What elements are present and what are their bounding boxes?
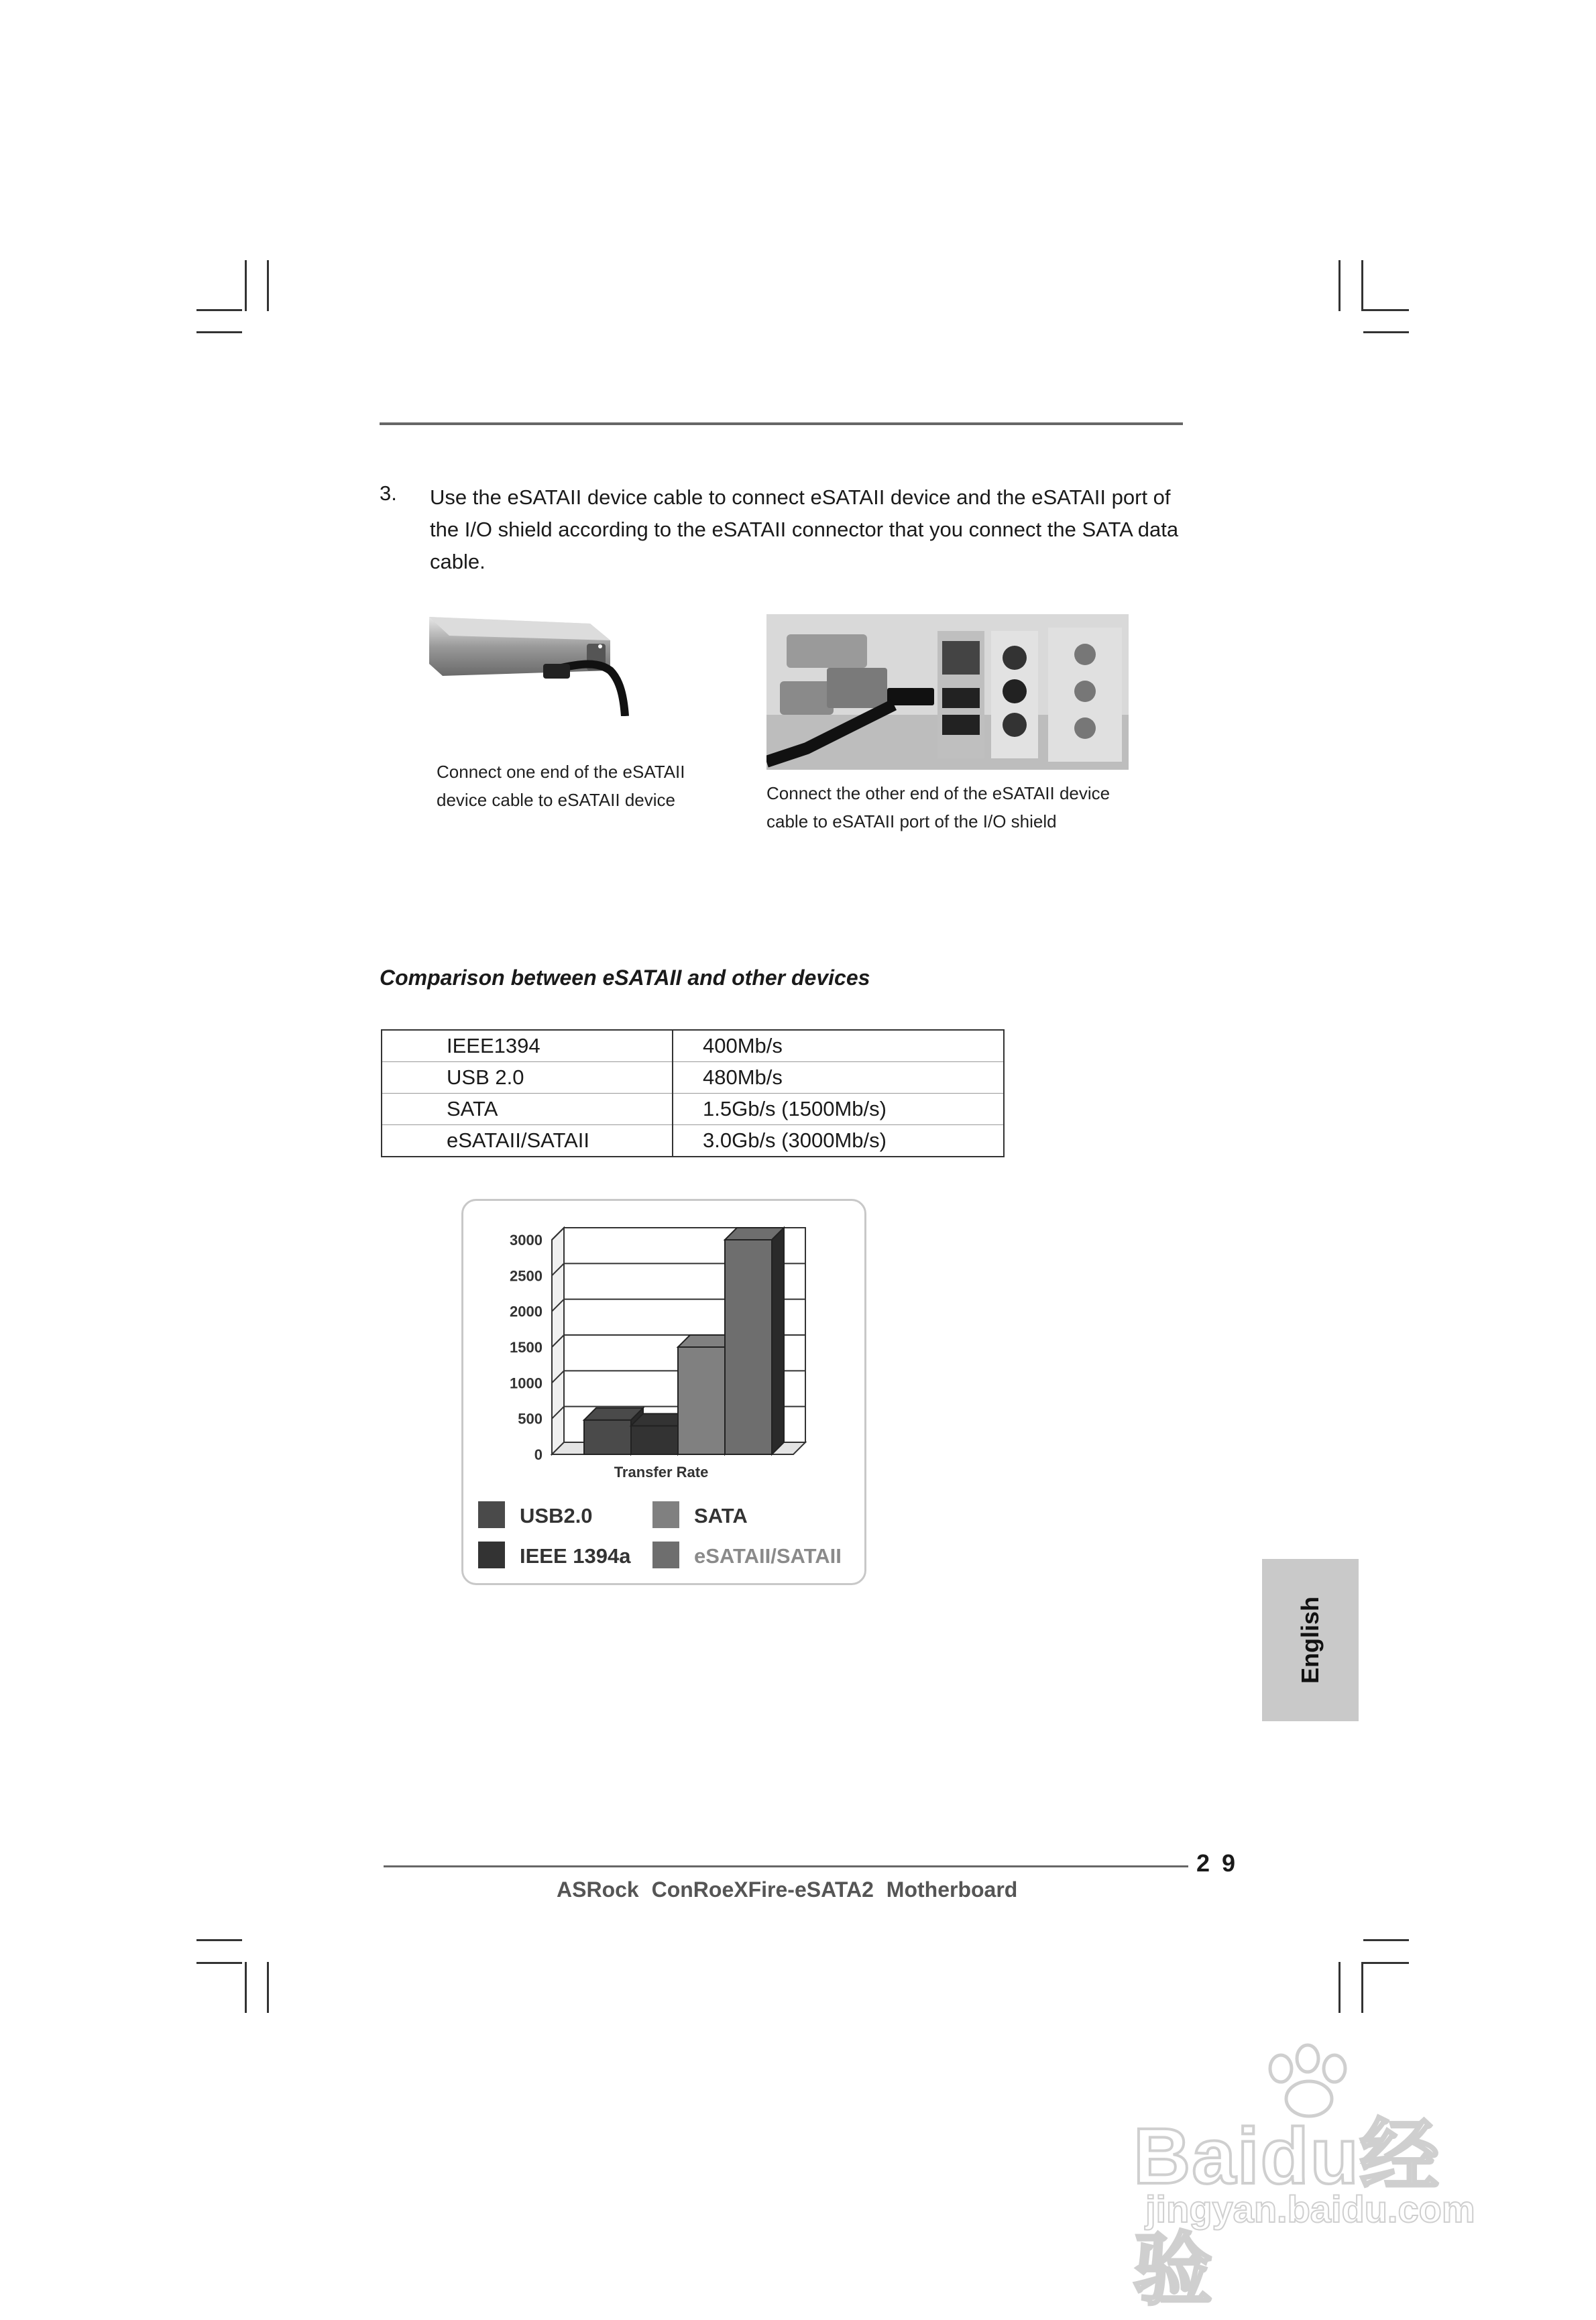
bar-ieee-1394a bbox=[631, 1426, 678, 1454]
right-caption: Connect the other end of the eSATAII device cable to eSATAII port of the I/O shield bbox=[766, 783, 1110, 831]
comparison-table bbox=[381, 1029, 1005, 1157]
watermark-sub: jingyan.baidu.com bbox=[1145, 2188, 1475, 2230]
speed-cell: 400Mb/s bbox=[673, 1030, 1004, 1062]
chart-canvas bbox=[463, 1201, 866, 1584]
baidu-watermark bbox=[1133, 2038, 1509, 2315]
y-tick-label: 1000 bbox=[510, 1375, 543, 1392]
table-row bbox=[382, 1030, 1004, 1062]
y-tick-label: 2000 bbox=[510, 1303, 543, 1320]
io-shield-photo bbox=[766, 614, 1129, 770]
speed-cell: 3.0Gb/s (3000Mb/s) bbox=[673, 1125, 1004, 1157]
transfer-rate-chart bbox=[461, 1199, 866, 1585]
footer-text: ASRock ConRoeXFire-eSATA2 Motherboard bbox=[557, 1877, 1018, 1902]
x-axis-label: Transfer Rate bbox=[614, 1464, 709, 1481]
speed-cell: 1.5Gb/s (1500Mb/s) bbox=[673, 1094, 1004, 1125]
legend-label: IEEE 1394a bbox=[520, 1544, 631, 1568]
language-tab-label: English bbox=[1296, 1596, 1324, 1684]
y-tick-label: 1500 bbox=[510, 1339, 543, 1356]
footer-rule bbox=[384, 1865, 1188, 1867]
esata-device-photo bbox=[429, 603, 636, 716]
device-cell: SATA bbox=[382, 1094, 673, 1125]
speed-cell: 480Mb/s bbox=[673, 1062, 1004, 1094]
legend-swatch bbox=[478, 1542, 505, 1568]
legend-label: eSATAII/SATAII bbox=[694, 1544, 842, 1568]
bar-sata bbox=[678, 1347, 725, 1454]
step-text: Use the eSATAII device cable to connect eSATAII device and the eSATAII port of the I/O shield according to the eSATAII connector that you connect the SATA data cable. bbox=[430, 485, 1179, 573]
header-rule bbox=[380, 422, 1183, 425]
bar-esataii-sataii bbox=[725, 1240, 772, 1454]
section-title: Comparison between eSATAII and other devices bbox=[380, 966, 870, 990]
y-tick-label: 500 bbox=[518, 1410, 543, 1428]
page-number: 2 9 bbox=[1196, 1849, 1239, 1877]
legend-swatch bbox=[652, 1501, 679, 1528]
legend-label: SATA bbox=[694, 1504, 748, 1527]
left-caption: Connect one end of the eSATAII device cable to eSATAII device bbox=[437, 762, 685, 810]
table-row bbox=[382, 1125, 1004, 1157]
legend-swatch bbox=[478, 1501, 505, 1528]
bar-usb2-0 bbox=[584, 1420, 631, 1454]
y-tick-label: 0 bbox=[534, 1446, 543, 1463]
language-tab bbox=[1262, 1559, 1359, 1721]
y-tick-label: 3000 bbox=[510, 1232, 543, 1249]
bar-side bbox=[772, 1228, 784, 1454]
legend-label: USB2.0 bbox=[520, 1504, 593, 1527]
y-tick-label: 2500 bbox=[510, 1267, 543, 1285]
legend-swatch bbox=[652, 1542, 679, 1568]
watermark-main: Baidu经验 bbox=[1133, 2112, 1440, 2315]
device-cell: IEEE1394 bbox=[382, 1030, 673, 1062]
step-number: 3. bbox=[380, 481, 397, 505]
table-row bbox=[382, 1094, 1004, 1125]
device-cell: eSATAII/SATAII bbox=[382, 1125, 673, 1157]
table-row bbox=[382, 1062, 1004, 1094]
device-cell: USB 2.0 bbox=[382, 1062, 673, 1094]
